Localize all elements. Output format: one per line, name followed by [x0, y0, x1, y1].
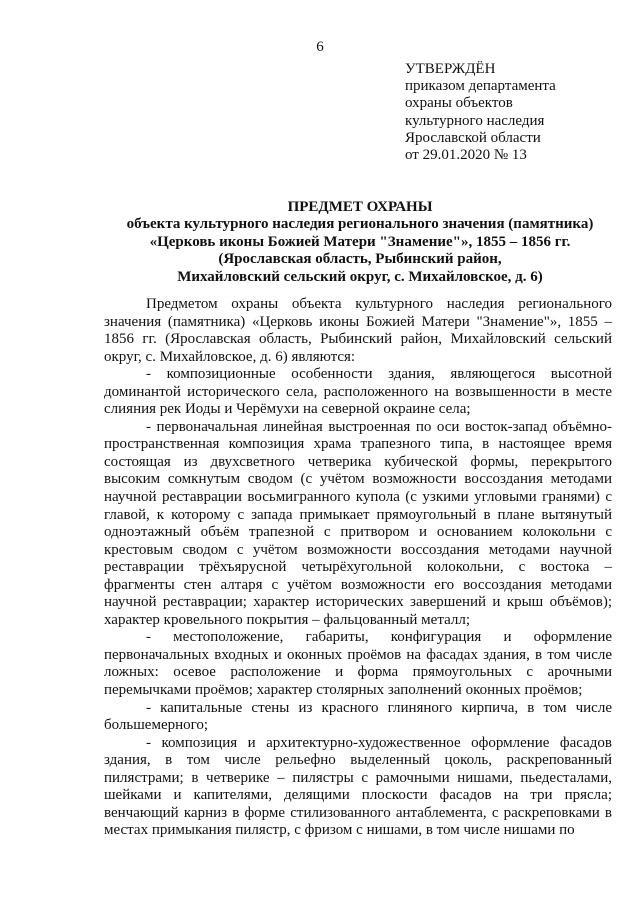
- approval-line: УТВЕРЖДЁН: [405, 61, 496, 77]
- document-body: [104, 296, 612, 840]
- approval-line: приказом департамента: [405, 78, 556, 95]
- heading-line: Михайловский сельский округ, с. Михайловское, д. 6): [177, 268, 543, 285]
- body-paragraph: Предметом охраны объекта культурного наследия регионального значения (памятника) «Церковь иконы Божией Матери "Знамение"», 1855 – 1856 гг. (Ярославская область, Рыбинский район, Михайловский сельский округ, с. Михайловское, д. 6) являются:: [104, 296, 612, 365]
- approval-line: охраны объектов: [405, 95, 513, 112]
- body-paragraph: - первоначальная линейная выстроенная по оси восток-запад объёмно-пространственная композиция храма трапезного типа, в настоящее время состоящая из двухсветного четверика кубической формы, перекрытого высоким сомкнутым сводом (с учётом возможности воссоздания методами научной реставрации восьмигранного купола (с узкими угловыми гранями) с главой, к которому с запада примыкает прямоугольный в плане вытянутый одноэтажный объём трапезной с притвором и основанием колокольни с крестовым сводом с учётом возможности воссоздания методами научной реставрации трёхъярусной четырёхугольной колокольни, с востока – фрагменты стен алтаря с учётом возможности его воссоздания методами научной реставрации; характер исторических завершений и крыш объёмов); характер кровельного покрытия – фальцованный металл;: [104, 418, 612, 628]
- page-number: 6: [316, 39, 324, 55]
- document-heading: [100, 199, 620, 286]
- heading-line: (Ярославская область, Рыбинский район,: [218, 251, 502, 268]
- body-paragraph: - местоположение, габариты, конфигурация и оформление первоначальных входных и оконных проёмов на фасадах здания, в том числе ложных: осевое расположение и форма прямоугольных с арочными перемычками проёмов; характер столярных заполнений оконных проёмов;: [104, 629, 612, 699]
- approval-line: от 29.01.2020 № 13: [405, 147, 527, 164]
- approval-line: Ярославской области: [405, 129, 541, 146]
- heading-title: ПРЕДМЕТ ОХРАНЫ: [287, 199, 433, 215]
- body-paragraph: - композиция и архитектурно-художественное оформление фасадов здания, в том числе рельефно выделенный цоколь, раскрепованный пилястрами; в четверике – пилястры с рамочными нишами, пьедесталами, шейками и капителями, делящими плоскости фасадов на три прясла; венчающий карниз в форме стилизованного антаблемента, с раскреповками в местах примыкания пилястр, с фризом с нишами, в том числе нишами по: [104, 734, 612, 839]
- approval-line: культурного наследия: [405, 112, 545, 129]
- body-paragraph: - композиционные особенности здания, являющегося высотной доминантой исторического села, расположенного на возвышенности в месте слияния рек Иоды и Черёмухи на северной окраине села;: [104, 366, 612, 418]
- heading-line: объекта культурного наследия регионального значения (памятника): [126, 216, 594, 233]
- body-paragraph: - капитальные стены из красного глиняного кирпича, в том числе большемерного;: [104, 699, 612, 734]
- approval-stamp: [405, 61, 630, 164]
- heading-line: «Церковь иконы Божией Матери "Знамение"», 1855 – 1856 гг.: [149, 233, 571, 250]
